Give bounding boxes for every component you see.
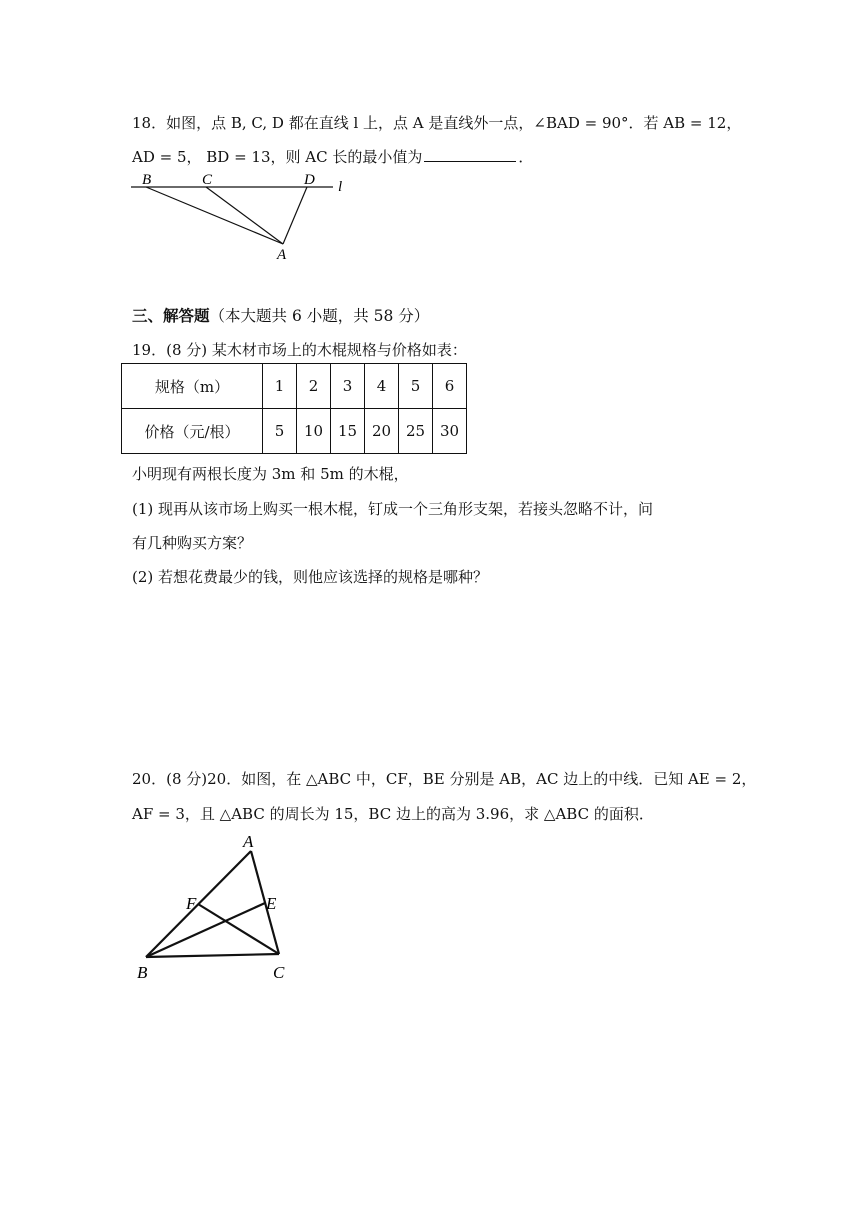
label-f: F — [186, 894, 197, 913]
q18-line1: 18．如图，点 B, C, D 都在直线 l 上，点 A 是直线外一点，∠BAD = 90°．若 AB = 12， — [132, 114, 742, 132]
side-bc — [146, 954, 279, 957]
median-be — [146, 903, 265, 957]
table-cell: 3 — [331, 364, 365, 409]
q20-line2: AF = 3，且 △ABC 的周长为 15，BC 边上的高为 3.96，求 △ABC 的面积． — [132, 805, 654, 823]
label-e: E — [266, 894, 277, 913]
label-a: A — [243, 832, 254, 851]
q19-part2: (2) 若想花费最少的钱，则他应该选择的规格是哪种？ — [132, 568, 489, 586]
label-c: C — [273, 963, 285, 982]
segment-ba — [146, 187, 283, 244]
table-cell: 4 — [365, 364, 399, 409]
spec-price-table — [121, 363, 467, 454]
table-cell: 15 — [331, 409, 365, 454]
section-heading — [132, 304, 429, 326]
q19-stem: 小明现有两根长度为 3m 和 5m 的木棍， — [132, 465, 409, 483]
section-title: 三、解答题 — [132, 307, 210, 325]
label-b: B — [137, 963, 148, 982]
label-c: C — [202, 172, 213, 188]
table-row — [122, 364, 467, 409]
table-cell: 5 — [399, 364, 433, 409]
q20-line1: 20．(8 分)20．如图，在 △ABC 中，CF，BE 分别是 AB，AC 边上的中线．已知 AE = 2， — [132, 770, 757, 788]
table-header-price: 价格（元/根） — [122, 409, 263, 454]
section-note: （本大题共 6 小题，共 58 分） — [209, 307, 430, 325]
table-cell: 25 — [399, 409, 433, 454]
table-cell: 20 — [365, 409, 399, 454]
q18-figure — [0, 0, 860, 270]
q19-part1-line1: (1) 现再从该市场上购买一根木棍，钉成一个三角形支架，若接头忽略不计，问 — [132, 500, 654, 518]
segment-da — [283, 187, 307, 244]
table-cell: 30 — [433, 409, 467, 454]
label-d: D — [304, 172, 315, 188]
q18-line2-text: AD = 5， BD = 13，则 AC 长的最小值为 — [132, 148, 423, 166]
segment-ca — [206, 187, 283, 244]
label-a: A — [277, 247, 287, 263]
table-header-spec: 规格（m） — [122, 364, 263, 409]
table-cell: 5 — [263, 409, 297, 454]
table-row — [122, 409, 467, 454]
table-cell: 1 — [263, 364, 297, 409]
q19-part1-line2: 有几种购买方案？ — [132, 534, 253, 552]
q20-figure — [0, 820, 400, 1000]
q19-intro: 19．(8 分) 某木材市场上的木棍规格与价格如表： — [132, 341, 467, 359]
label-b: B — [142, 172, 152, 188]
table-cell: 2 — [297, 364, 331, 409]
table-cell: 10 — [297, 409, 331, 454]
q18-line2-end: ． — [518, 148, 534, 166]
table-cell: 6 — [433, 364, 467, 409]
label-l: l — [338, 179, 343, 195]
